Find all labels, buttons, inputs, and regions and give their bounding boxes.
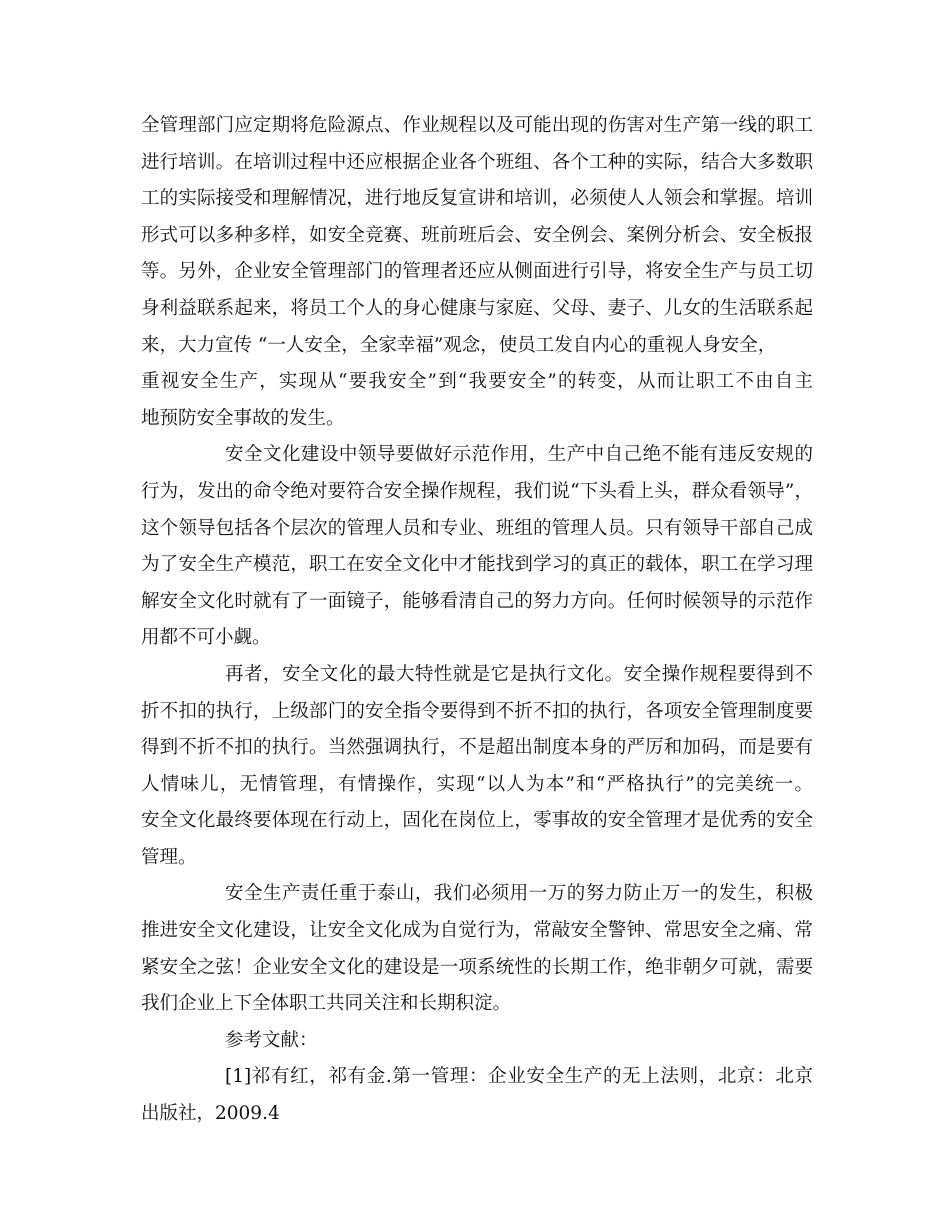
- text-line: 用都不可小觑。: [141, 627, 271, 649]
- text-line: 紧安全之弦！企业安全文化的建设是一项系统性的长期工作，绝非朝夕可就，需要: [141, 956, 813, 978]
- references-section: [141, 1023, 813, 1133]
- text-line: 地预防安全事故的发生。: [141, 407, 345, 429]
- text-line: 得到不折不扣的执行。当然强调执行，不是超出制度本身的严厉和加码，而是要有: [141, 737, 813, 759]
- paragraph: [141, 876, 813, 1022]
- text-line: 等。另外，企业安全管理部门的管理者还应从侧面进行引导，将安全生产与员工切: [141, 261, 813, 283]
- text-line: 工的实际接受和理解情况，进行地反复宣讲和培训，必须使人人领会和掌握。培训: [141, 188, 813, 210]
- text-line: 安全文化建设中领导要做好示范作用，生产中自己绝不能有违反安规的: [225, 444, 813, 466]
- references-heading: 参考文献：: [225, 1029, 318, 1051]
- text-line: 安全生产责任重于泰山，我们必须用一万的努力防止万一的发生，积极: [225, 883, 813, 905]
- text-line: 重视安全生产，实现从“要我安全”到“我要安全”的转变，从而让职工不由自主: [141, 371, 813, 393]
- text-line: 行为，发出的命令绝对要符合安全操作规程，我们说“下头看上头，群众看领导”，: [141, 480, 813, 502]
- text-line: 全管理部门应定期将危险源点、作业规程以及可能出现的伤害对生产第一线的职工: [141, 115, 813, 136]
- text-line: 解安全文化时就有了一面镜子，能够看清自己的努力方向。任何时候领导的示范作: [141, 590, 813, 612]
- text-line: 身利益联系起来，将员工个人的身心健康与家庭、父母、妻子、儿女的生活联系起: [141, 297, 813, 319]
- reference-item: [1]祁有红，祁有金.第一管理：企业安全生产的无上法则，北京：北京: [225, 1066, 813, 1088]
- text-line: 再者，安全文化的最大特性就是它是执行文化。安全操作规程要得到不: [225, 663, 813, 685]
- text-line: 推进安全文化建设，让安全文化成为自觉行为，常敲安全警钟、常思安全之痛、常: [141, 920, 813, 942]
- text-line: 折不扣的执行，上级部门的安全指令要得到不折不扣的执行，各项安全管理制度要: [141, 700, 813, 722]
- text-line: 形式可以多种多样，如安全竞赛、班前班后会、安全例会、案例分析会、安全板报: [141, 224, 813, 246]
- paragraph: [141, 657, 813, 877]
- text-line: 为了安全生产模范，职工在安全文化中才能找到学习的真正的载体，职工在学习理: [141, 554, 813, 576]
- body-text: [141, 108, 813, 1133]
- text-line: 我们企业上下全体职工共同关注和长期积淀。: [141, 993, 512, 1015]
- text-line: 这个领导包括各个层次的管理人员和专业、班组的管理人员。只有领导干部自己成: [141, 517, 813, 539]
- text-line: 安全文化最终要体现在行动上，固化在岗位上，零事故的安全管理才是优秀的安全: [141, 810, 813, 832]
- paragraph: [141, 437, 813, 657]
- reference-item: 出版社，2009.4: [141, 1103, 280, 1125]
- text-line: 来，大力宣传 “一人安全，全家幸福”观念，使员工发自内心的重视人身安全，: [141, 334, 777, 356]
- paragraph: [141, 108, 813, 437]
- text-line: 人情味儿，无情管理，有情操作，实现“以人为本”和“严格执行”的完美统一。: [141, 773, 813, 795]
- text-line: 管理。: [141, 846, 197, 868]
- text-line: 进行培训。在培训过程中还应根据企业各个班组、各个工种的实际，结合大多数职: [141, 151, 813, 173]
